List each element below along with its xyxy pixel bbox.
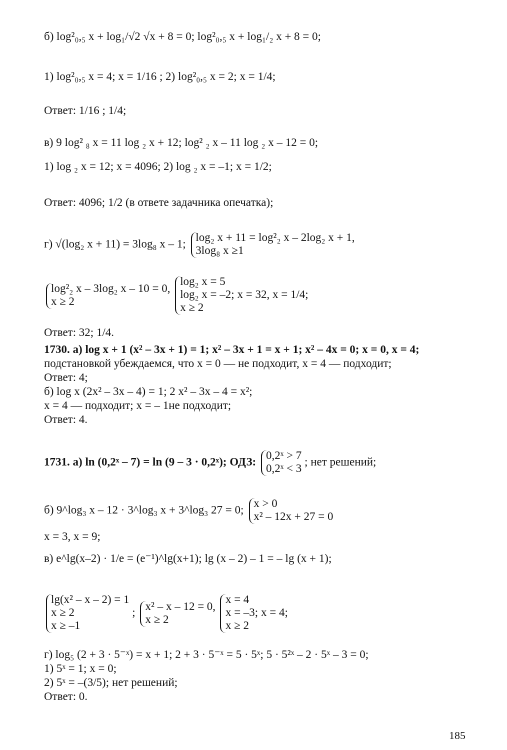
problem-1730-line1: 1730. а) log x + 1 (x² – 3x + 1) = 1; x² – 3x + 1 = x + 1; x² – 4x = 0; x = 0, x = 4; <box>44 344 420 356</box>
line-g2 <box>44 276 308 315</box>
problem-1731-line8: 2) 5ˣ = –(3/5); нет решений; <box>44 677 178 689</box>
system-1731v-3 <box>220 594 258 633</box>
system-1731v-3-row2: x = –3; <box>225 607 259 619</box>
system-1731b <box>249 498 334 524</box>
system-1731v-1 <box>46 594 129 633</box>
line-b1: б) log²₀,₅ x + log₁/√2 √x + 8 = 0; log²₀,₅ x + log₁/₂ x + 8 = 0; <box>44 31 321 43</box>
problem-1731-line4: в) e^lg(x–2) · 1/e = (e⁻¹)^lg(x+1); lg (x – 2) – 1 = – lg (x + 1); <box>44 553 332 565</box>
system-1731v-1-row2: x ≥ 2 <box>51 607 75 619</box>
problem-1731-line9: Ответ: 0. <box>44 691 88 703</box>
problem-1731-line7: 1) 5ˣ = 1; x = 0; <box>44 663 117 675</box>
system-g2a-row2: x ≥ 2 <box>51 295 75 308</box>
system-g2b-row3: x ≥ 2 <box>180 302 204 314</box>
result-1731a: ; нет решений; <box>304 456 377 469</box>
line-v1: в) 9 log² ₈ x = 11 log ₂ x + 12; log² ₂ x – 11 log ₂ x – 12 = 0; <box>44 137 319 149</box>
problem-1731-line2 <box>44 498 333 524</box>
system-1731b-row1: x > 0 <box>253 498 278 510</box>
system-1731a <box>261 450 302 476</box>
system-1731a-row2: 0,2ˣ < 3 <box>265 463 302 475</box>
problem-1731-line3: x = 3, x = 9; <box>44 531 101 543</box>
equation-g1a: г) √(log₂ x + 11) = 3log₈ x – 1; <box>44 238 186 251</box>
problem-1731-line1 <box>44 450 376 476</box>
problem-1731-line6: г) log₅ (2 + 3 · 5⁻ˣ) = x + 1; 2 + 3 · 5⁻ˣ = 5 · 5ˣ; 5 · 5²ˣ – 2 · 5ˣ – 3 = 0; <box>44 649 369 661</box>
system-1731v-1-row3: x ≥ –1 <box>51 620 81 632</box>
system-1731v-3-row1: x = 4 <box>225 594 250 606</box>
problem-1730-line5: x = 4 — подходит; x = – 1не подходит; <box>44 400 232 412</box>
result-1731v: x = 4; <box>261 607 288 620</box>
line-v3: Ответ: 4096; 1/2 (в ответе задачника опечатка); <box>44 197 274 209</box>
system-1731v-2-row2: x ≥ 2 <box>145 613 169 626</box>
page-number: 185 <box>449 730 466 742</box>
system-1731v-2-row1: x² – x – 12 = 0, <box>145 600 216 613</box>
system-g1 <box>191 232 355 258</box>
system-1731v-2 <box>140 601 215 627</box>
system-1731v-1-row1: lg(x² – x – 2) = 1 <box>51 594 130 606</box>
system-1731b-row2: x² – 12x + 27 = 0 <box>253 511 334 523</box>
line-v2: 1) log ₂ x = 12; x = 4096; 2) log ₂ x = –1; x = 1/2; <box>44 161 272 173</box>
line-g1 <box>44 232 355 258</box>
answer-g2c: x = 32, x = 1/4; <box>237 289 309 302</box>
system-g2b-row1: log₂ x = 5 <box>180 276 226 288</box>
system-g2b-row2: log₂ x = –2; <box>180 289 235 301</box>
system-1731a-row1: 0,2ˣ > 7 <box>265 450 302 462</box>
system-g2b <box>175 276 234 315</box>
system-g2a <box>46 283 170 309</box>
problem-1730-line6: Ответ: 4. <box>44 414 88 426</box>
line-g3: Ответ: 32; 1/4. <box>44 327 115 339</box>
problem-1730-line2: подстановкой убеждаемся, что x = 0 — не подходит, x = 4 — подходит; <box>44 358 392 370</box>
problem-1730-line3: Ответ: 4; <box>44 372 88 384</box>
system-g1-row2: 3log₈ x ≥1 <box>195 245 244 257</box>
problem-1731-line5: lg(x² – x – 2) = 1 x ≥ 2 x ≥ –1 ; x² – x – 12 = 0, x ≥ 2 x = 4 x = –3; x ≥ 2 x = 4; <box>44 594 288 633</box>
line-b3: Ответ: 1/16 ; 1/4; <box>44 105 127 117</box>
problem-1730-line4: б) log x (2x² – 3x – 4) = 1; 2 x² – 3x – 4 = x²; <box>44 386 253 398</box>
equation-1731b: б) 9^log₃ x – 12 · 3^log₃ x + 3^log₃ 27 = 0; <box>44 504 244 517</box>
equation-1731a: 1731. а) ln (0,2ˣ – 7) = ln (9 – 3 · 0,2ˣ); ОДЗ: <box>44 456 257 469</box>
system-g2a-row1: log²₂ x – 3log₂ x – 10 = 0, <box>51 282 171 295</box>
line-b2: 1) log²₀,₅ x = 4; x = 1/16 ; 2) log²₀,₅ x = 2; x = 1/4; <box>44 71 276 83</box>
system-1731v-3-row3: x ≥ 2 <box>225 620 249 632</box>
system-g1-row1: log₂ x + 11 = log²₂ x – 2log₂ x + 1, <box>195 232 355 244</box>
